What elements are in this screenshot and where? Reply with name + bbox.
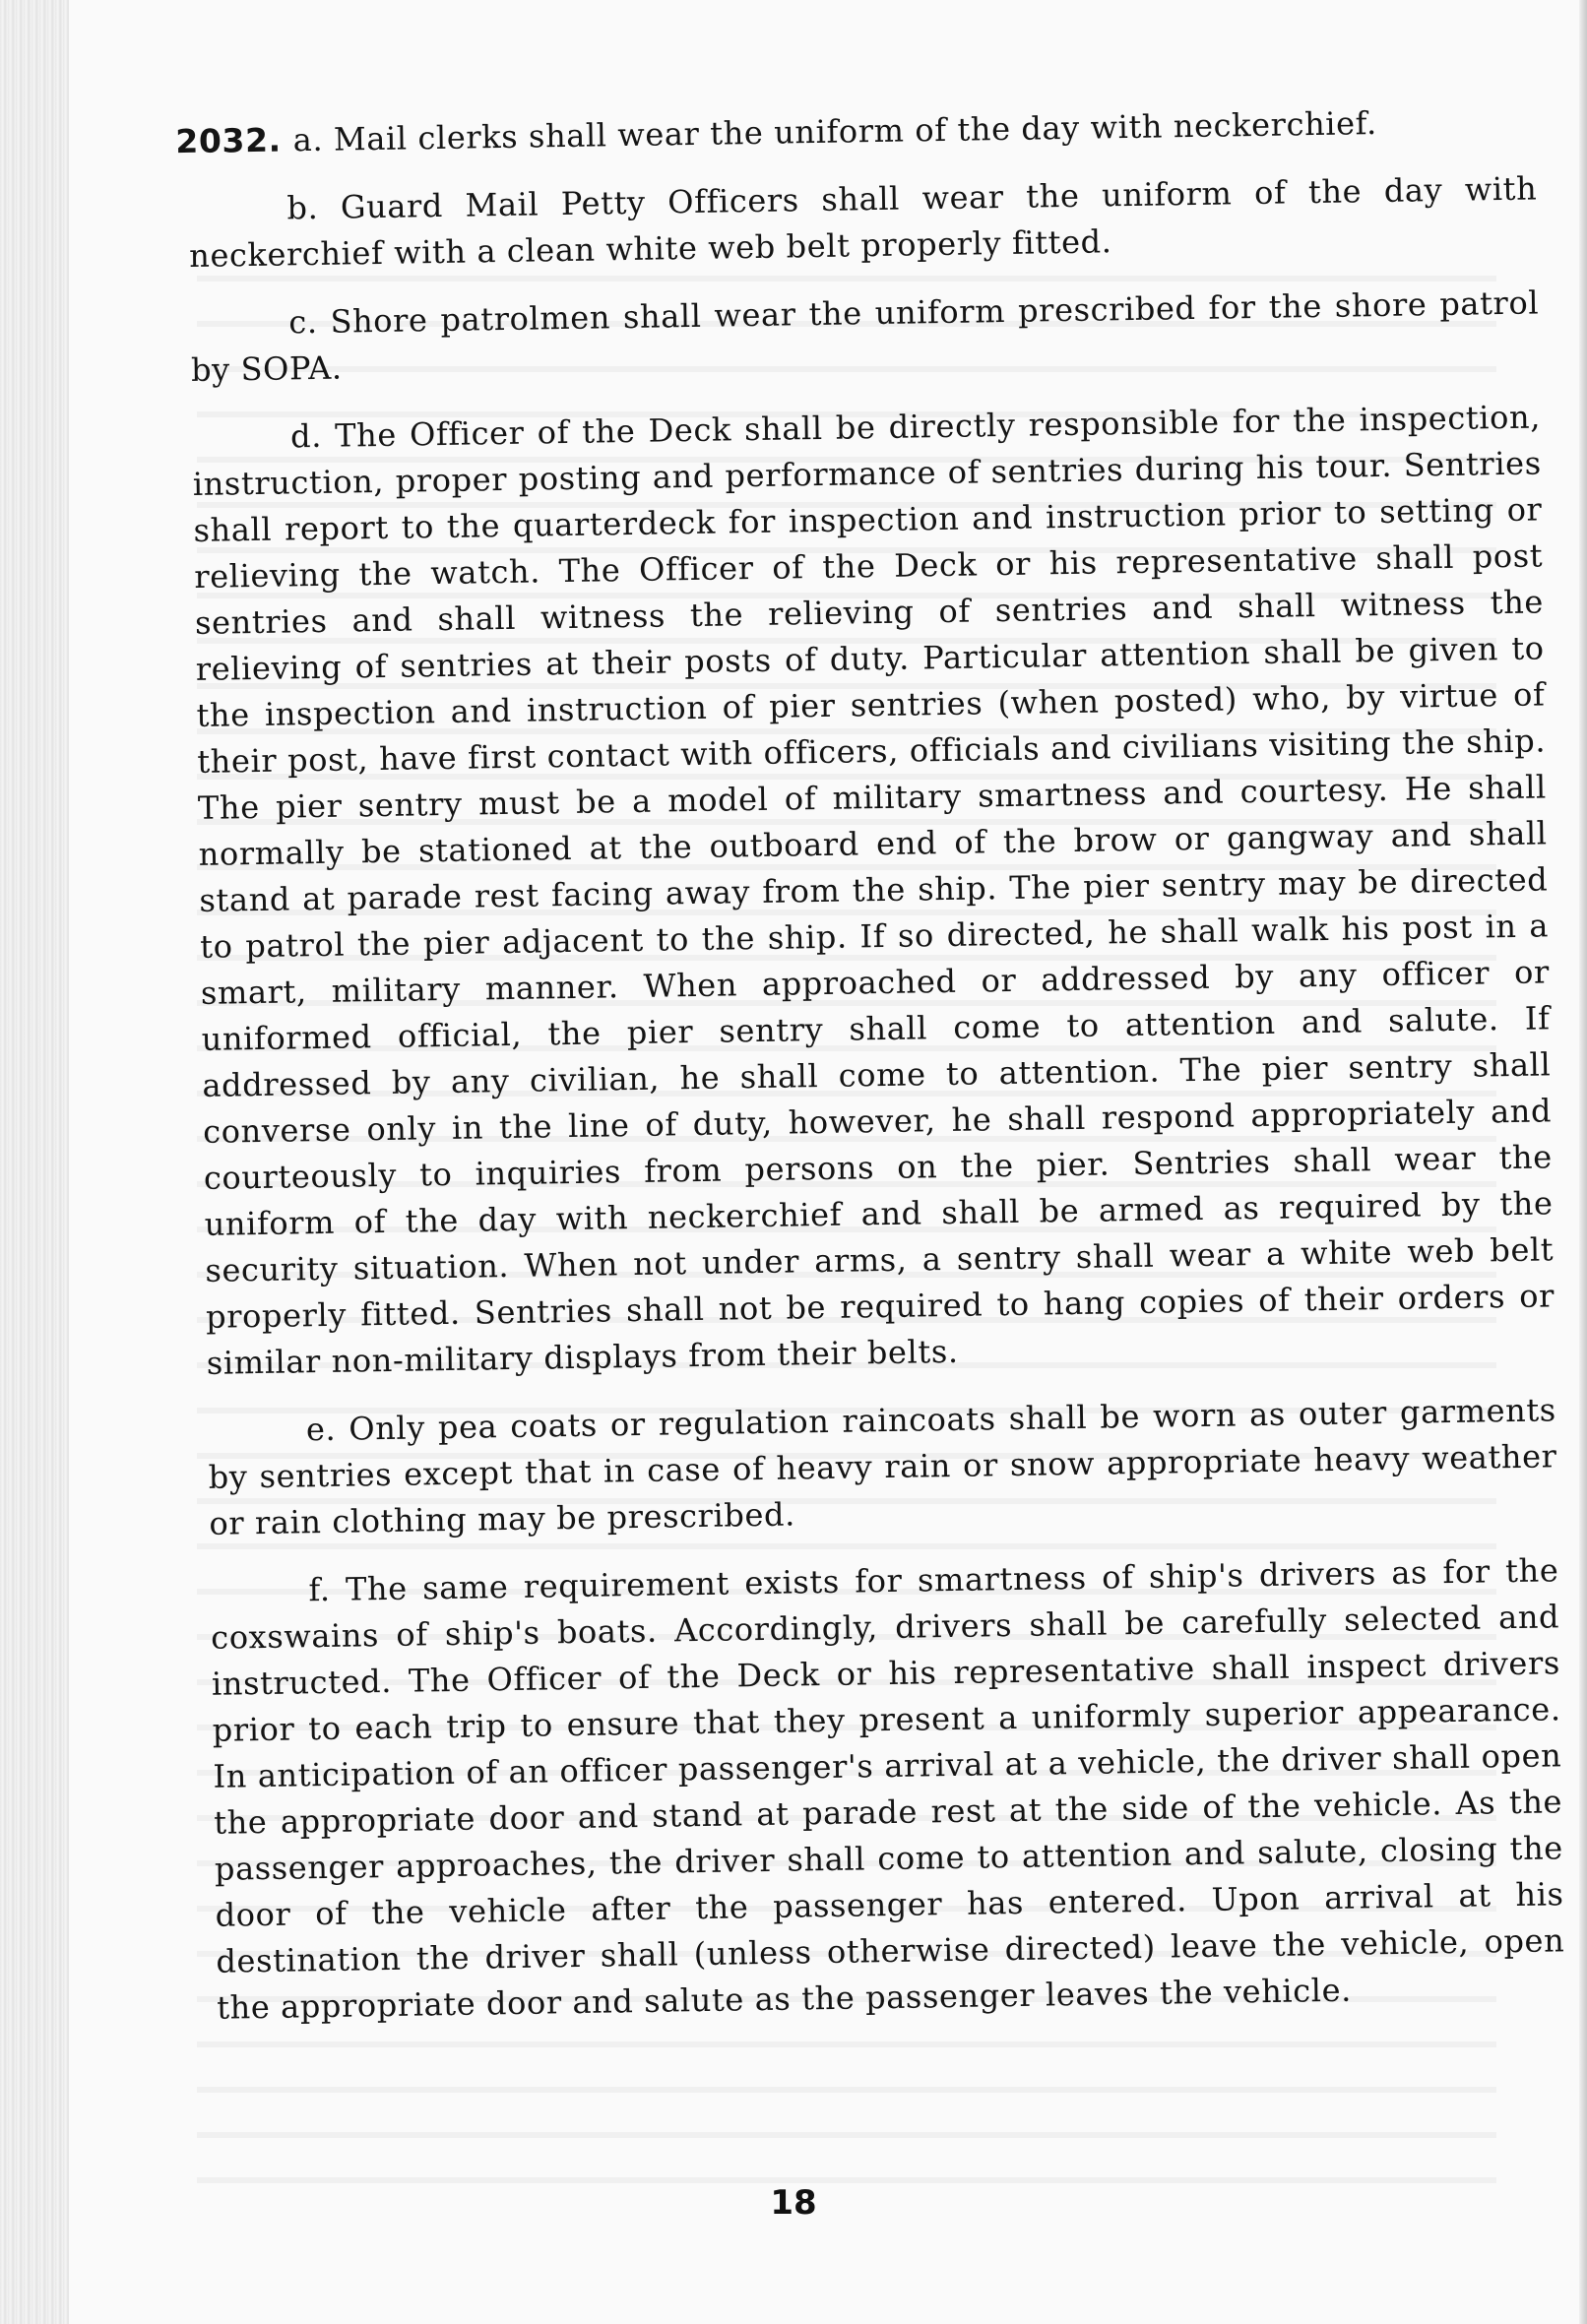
section-number: 2032. <box>175 120 283 161</box>
page-stack-edges <box>0 0 69 2324</box>
paragraph-b: b. Guard Mail Petty Officers shall wear the uniform of the day with neckerchief with a clean white web belt properly fitted. <box>188 169 1538 275</box>
page-body <box>175 96 1566 2052</box>
page-number: 18 <box>770 2183 817 2223</box>
paragraph-a <box>175 96 1537 165</box>
paragraph-c: c. Shore patrolmen shall wear the uniform prescribed for the shore patrol by SOPA. <box>190 283 1540 389</box>
paragraph-f: f. The same requirement exists for smartness of ship's drivers as for the coxswains of ship's boats. Accordingly, drivers shall be carefully selected and instructed. The Officer of the Deck or his representative shall inspect drivers prior to each trip to ensure that they present a uniformly superior appearance. In anticipation of an officer passenger's arrival at a vehicle, the driver shall open the appropriate door and stand at parade rest at the side of the vehicle. As the passenger approaches, the driver shall come to attention and salute, closing the door of the vehicle after the passenger has entered. Upon arrival at his destination the driver shall (unless otherwise directed) leave the vehicle, open the appropriate door and salute as the passenger leaves the vehicle. <box>210 1551 1565 2027</box>
paragraph-d: d. The Officer of the Deck shall be directly responsible for the inspection, instruction, proper posting and performance of sentries during his tour. Sentries shall report to the quarterdeck for inspection and instruction prior to setting or relieving the watch. The Officer of the Deck or his representative shall post sentries and shall witness the relieving of sentries and shall witness the relieving of sentries at their posts of duty. Particular attention shall be given to the inspection and instruction of pier sentries (when posted) who, by virtue of their post, have first contact with officers, officials and civilians visiting the ship. The pier sentry must be a model of military smartness and courtesy. He shall normally be stationed at the outboard end of the brow or gangway and shall stand at parade rest facing away from the ship. The pier sentry may be directed to patrol the pier adjacent to the ship. If so directed, he shall walk his post in a smart, military manner. When approached or addressed by any officer or uniformed official, the pier sentry shall come to attention and salute. If addressed by any civilian, he shall come to attention. The pier sentry shall converse only in the line of duty, however, he shall respond appropriately and courteously to inquiries from persons on the pier. Sentries shall wear the uniform of the day with neckerchief and shall be armed as required by the security situation. When not under arms, a sentry shall wear a white web belt properly fitted. Sentries shall not be required to hang copies of their orders or similar non-military displays from their belts. <box>192 398 1555 1382</box>
paragraph-e: e. Only pea coats or regulation raincoats shall be worn as outer garments by sentries except that in case of heavy rain or snow appropriate heavy weather or rain clothing may be prescribed. <box>208 1391 1557 1542</box>
binding-shadow <box>1579 0 1587 2324</box>
paragraph-a-text: a. Mail clerks shall wear the uniform of the day with neckerchief. <box>292 104 1377 159</box>
